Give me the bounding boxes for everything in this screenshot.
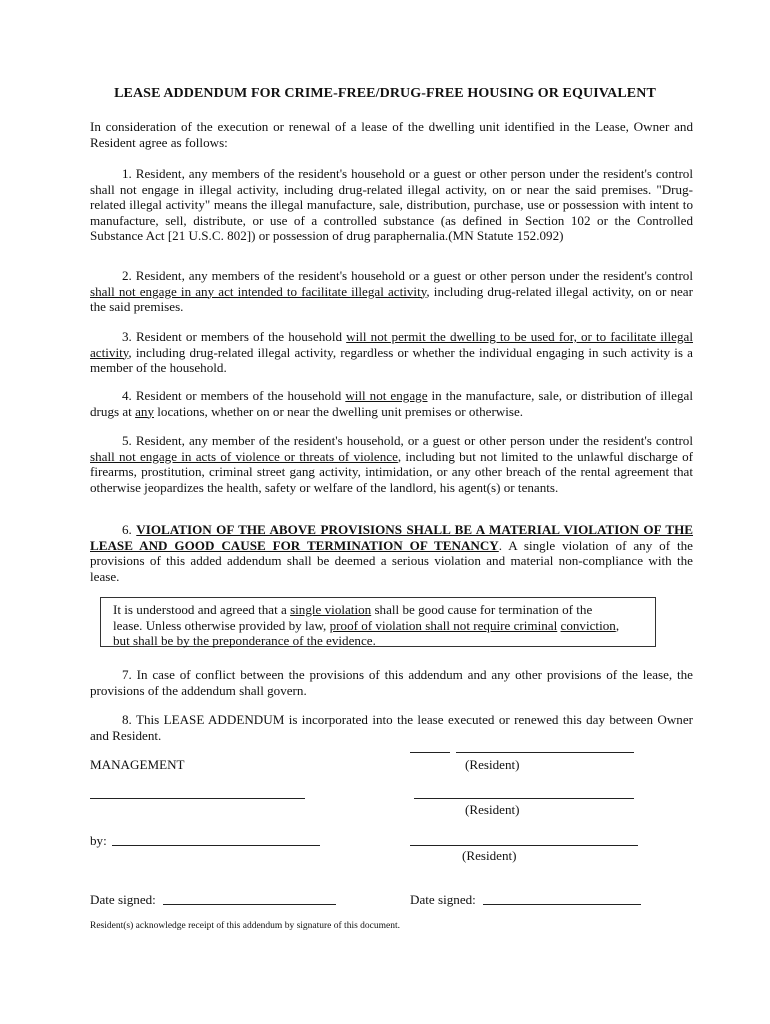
clause-3-underlined: will not permit the dwelling to be used for, or to facilitate illegal activity [90, 329, 693, 360]
by-signature-line[interactable] [112, 845, 320, 846]
resident-1-line-b[interactable] [456, 752, 634, 753]
resident-1-label: (Resident) [465, 757, 520, 772]
clause-4-text-end: locations, whether on or near the dwelling unit premises or otherwise. [154, 403, 524, 419]
clause-2-text: 2. Resident, any members of the resident's household or a guest or other person under the resident's control [122, 268, 693, 283]
clause-2-text-end: , including drug-related illegal activity, on or near the said premises. [90, 283, 693, 314]
clause-1: 1. Resident, any members of the resident's household or a guest or other person under the resident's control shall not engage in illegal activity, including drug-related illegal activity, on or near the said premises. "Drug-related illegal activity" means the illegal manufacture, sale, distribution, purchase, use or possession with intent to manufacture, sell, distribute, or use of a controlled substance (as defined in Section 102 or the Controlled Substance Act [21 U.S.C. 802]) or possession of drug paraphernalia.(MN Statute 152.092) [90, 166, 693, 243]
clause-7: 7. In case of conflict between the provisions of this addendum and any other provisions of the lease, the provisions of the addendum shall govern. [90, 667, 693, 698]
clause-4-underlined-2: any [135, 403, 154, 419]
clause-5 [90, 433, 693, 495]
intro-paragraph: In consideration of the execution or renewal of a lease of the dwelling unit identified in the Lease, Owner and Resident agree as follows: [90, 119, 693, 150]
notice-underlined-1: single violation [290, 602, 372, 617]
resident-2-line[interactable] [414, 798, 634, 799]
notice-text-2: shall be good cause for termination of the [371, 602, 593, 617]
clause-6-bold-heading: VIOLATION OF THE ABOVE PROVISIONS SHALL BE A MATERIAL VIOLATION OF THE LEASE AND GOOD CAUSE FOR TERMINATION OF TENANCY [90, 522, 693, 553]
clause-3-text-end: , including drug-related illegal activity, regardless or whether the individual engaging in such activity is a member of the household. [90, 344, 693, 375]
resident-2-label: (Resident) [465, 802, 520, 817]
management-signature-line[interactable] [90, 798, 305, 799]
date-signed-left-line[interactable] [163, 904, 336, 905]
clause-5-text-end: , including but not limited to the unlawful discharge of firearms, prostitution, criminal street gang activity, intimidation, or any other breach of the rental agreement that otherwise jeopardizes the health, safety or welfare of the landlord, his agent(s) or tenants. [90, 448, 694, 495]
clause-6-text: . A single violation of any of the provisions of this added addendum shall be deemed a serious violation and material non-compliance with the lease. [90, 537, 693, 584]
resident-1-line-a[interactable] [410, 752, 450, 753]
clause-5-underlined: shall not engage in acts of violence or threats of violence [90, 448, 398, 464]
by-label: by: [90, 833, 107, 848]
date-signed-right-line[interactable] [483, 904, 641, 905]
date-signed-left-label: Date signed: [90, 892, 156, 907]
clause-2 [90, 268, 693, 315]
notice-line-2 [113, 618, 655, 634]
management-label: MANAGEMENT [90, 757, 185, 772]
clause-4-text: 4. Resident or members of the household [122, 388, 346, 403]
notice-underlined-2: proof of violation shall not require criminal [329, 617, 558, 633]
clause-5-text: 5. Resident, any member of the resident's household, or a guest or other person under the resident's control [122, 433, 693, 448]
notice-underlined-3: conviction [560, 617, 616, 633]
notice-line-3: but shall be by the preponderance of the evidence. [113, 633, 376, 648]
notice-text-3: lease. Unless otherwise provided by law, [113, 617, 330, 633]
notice-comma: , [615, 617, 620, 633]
footer-note: Resident(s) acknowledge receipt of this addendum by signature of this document. [90, 921, 400, 931]
clause-4-text-mid: in the manufacture, sale, or distribution of illegal drugs at [90, 388, 693, 419]
clause-3-text: 3. Resident or members of the household [122, 329, 347, 344]
resident-3-line[interactable] [410, 845, 638, 846]
clause-6-number: 6. [122, 522, 137, 537]
clause-3 [90, 329, 693, 376]
clause-4-underlined-1: will not engage [345, 388, 428, 403]
notice-box [100, 597, 656, 647]
date-signed-right-label: Date signed: [410, 892, 476, 907]
clause-4 [90, 388, 693, 419]
clause-8: 8. This LEASE ADDENDUM is incorporated into the lease executed or renewed this day between Owner and Resident. [90, 712, 693, 743]
document-title: LEASE ADDENDUM FOR CRIME-FREE/DRUG-FREE HOUSING OR EQUIVALENT [114, 86, 656, 101]
clause-2-underlined: shall not engage in any act intended to facilitate illegal activity [90, 283, 427, 299]
notice-text: It is understood and agreed that a [113, 602, 291, 617]
resident-3-label: (Resident) [462, 848, 517, 863]
notice-line-1 [113, 602, 655, 618]
clause-6 [90, 522, 693, 584]
